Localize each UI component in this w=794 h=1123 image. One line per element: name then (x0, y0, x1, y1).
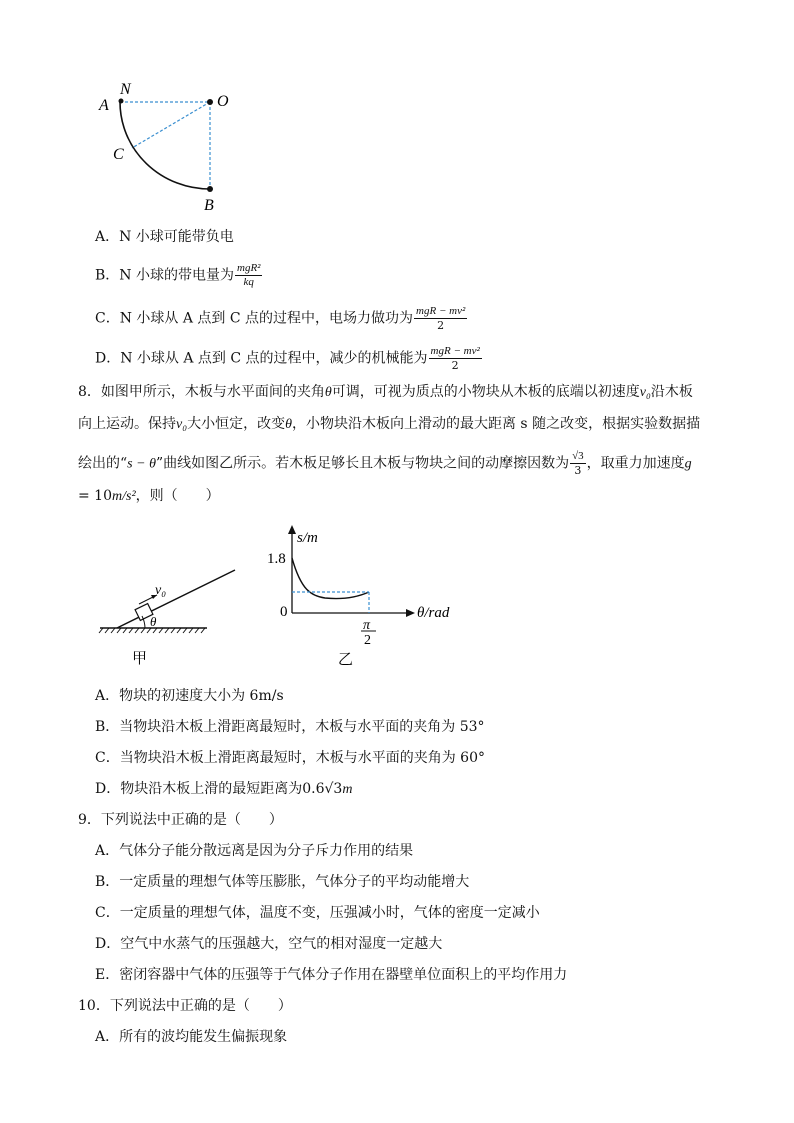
s-theta-graph (255, 520, 465, 670)
q8-option-c: C．当物块沿木板上滑距离最短时，木板与水平面的夹角为 60° (95, 750, 485, 766)
q7-option-c-text: C．N 小球从 A 点到 C 点的过程中，电场力做功为 (95, 310, 414, 327)
x-axis-arrow (406, 609, 415, 617)
point-N (119, 99, 124, 104)
v0-symbol: v₀ (176, 417, 188, 432)
q7-option-b-fraction (235, 262, 262, 289)
point-O (207, 99, 213, 105)
unit-ms2: m/s² (112, 489, 136, 504)
q9-option-b: B．一定质量的理想气体等压膨胀，气体分子的平均动能增大 (95, 874, 470, 890)
q7-option-a: A．N 小球可能带负电 (95, 229, 234, 245)
frac-numerator: √3 (572, 450, 584, 462)
frac-denominator: 2 (451, 359, 459, 372)
q8-option-d-unit: m (342, 782, 353, 797)
q9-option-d: D．空气中水蒸气的压强越大，空气的相对湿度一定越大 (95, 936, 443, 952)
q9-option-c: C．一定质量的理想气体，温度不变，压强减小时，气体的密度一定减小 (95, 905, 540, 921)
label-O: O (217, 93, 229, 110)
q9-option-a: A．气体分子能分散远离是因为分子斥力作用的结果 (95, 843, 414, 859)
q8-text: ，取重力加速度 (586, 455, 685, 472)
q7-option-b-text: B．N 小球的带电量为 (95, 267, 234, 284)
q7-option-c (95, 305, 468, 332)
q8-option-d-value: 0.6√3 (302, 781, 343, 797)
q8-text: 沿木板 (650, 384, 693, 400)
s-theta-curve: s − θ (127, 456, 156, 472)
y-axis-arrow (288, 525, 296, 534)
label-v0: v₀ (155, 583, 167, 598)
frac-numerator: mgR² (237, 262, 261, 274)
q10-option-a: A．所有的波均能发生偏振现象 (95, 1029, 288, 1045)
label-B: B (204, 197, 214, 214)
label-N: N (120, 81, 131, 98)
frac-denominator: kq (243, 276, 254, 288)
q8-option-d-text: D．物块沿木板上滑的最短距离为 (95, 781, 303, 797)
q8-text: = 10 (78, 488, 112, 504)
y-tick-1.8: 1.8 (267, 551, 286, 567)
q8-stem-line1 (78, 383, 693, 402)
point-B (207, 186, 213, 192)
q8-text: ”曲线如图乙所示。若木板足够长且木板与物块之间的动摩擦因数为 (155, 455, 570, 472)
q9-option-e: E．密闭容器中气体的压强等于气体分子作用在器壁单位面积上的平均作用力 (95, 967, 568, 983)
q8-text: ，小物块沿木板向上滑动的最大距离 s 随之改变，根据实验数据描 (291, 416, 701, 432)
label-theta: θ (150, 614, 157, 629)
q8-option-b: B．当物块沿木板上滑距离最短时，木板与水平面的夹角为 53° (95, 719, 485, 735)
q8-text: 8．如图甲所示，木板与水平面间的夹角 (78, 384, 325, 400)
theta-symbol: θ (285, 417, 292, 432)
q8-text: 绘出的“ (78, 455, 128, 472)
g-symbol: g (684, 456, 692, 472)
arc-figure (90, 78, 250, 218)
q8-text: 向上运动。保持 (78, 416, 176, 432)
q9-stem: 9．下列说法中正确的是（ ） (78, 812, 283, 828)
frac-numerator: mgR − mv² (430, 345, 480, 357)
arc-A-B (120, 102, 210, 189)
frac-numerator: mgR − mv² (416, 305, 466, 317)
q8-text: 可调，可视为质点的小物块从木板的底端以初速度 (331, 384, 640, 400)
frac-denominator: 3 (574, 464, 582, 477)
q8-stem-line3 (78, 450, 692, 477)
q8-text: ，则（ ） (135, 488, 220, 504)
y-label: s/m (297, 530, 318, 546)
line-O-C (132, 102, 210, 148)
q7-option-d (95, 345, 483, 372)
q10-stem: 10．下列说法中正确的是（ ） (78, 998, 292, 1014)
q8-option-a: A．物块的初速度大小为 6m/s (95, 688, 284, 704)
q7-option-b (95, 262, 263, 289)
origin-label: 0 (280, 604, 288, 620)
q8-text: 大小恒定，改变 (187, 416, 286, 432)
caption-yi: 乙 (338, 652, 354, 668)
q7-option-d-fraction (429, 345, 482, 372)
caption-jia: 甲 (132, 651, 148, 667)
theta-symbol: θ (324, 385, 332, 400)
q7-option-c-fraction (414, 305, 467, 332)
frac-denominator: 2 (437, 319, 445, 332)
label-A: A (99, 97, 109, 114)
mu-fraction (570, 450, 586, 477)
x-tick-2: 2 (364, 633, 371, 648)
x-tick-pi: π (363, 618, 371, 633)
incline-board (117, 570, 235, 628)
v0-symbol: v₀ (639, 385, 651, 400)
x-label: θ/rad (417, 605, 450, 621)
q7-option-d-text: D．N 小球从 A 点到 C 点的过程中，减少的机械能为 (95, 350, 428, 367)
q8-stem-line4 (78, 487, 220, 506)
q8-option-d (95, 780, 352, 799)
q8-stem-line2 (78, 415, 700, 434)
label-C: C (113, 146, 124, 163)
incline-figure (95, 560, 245, 670)
